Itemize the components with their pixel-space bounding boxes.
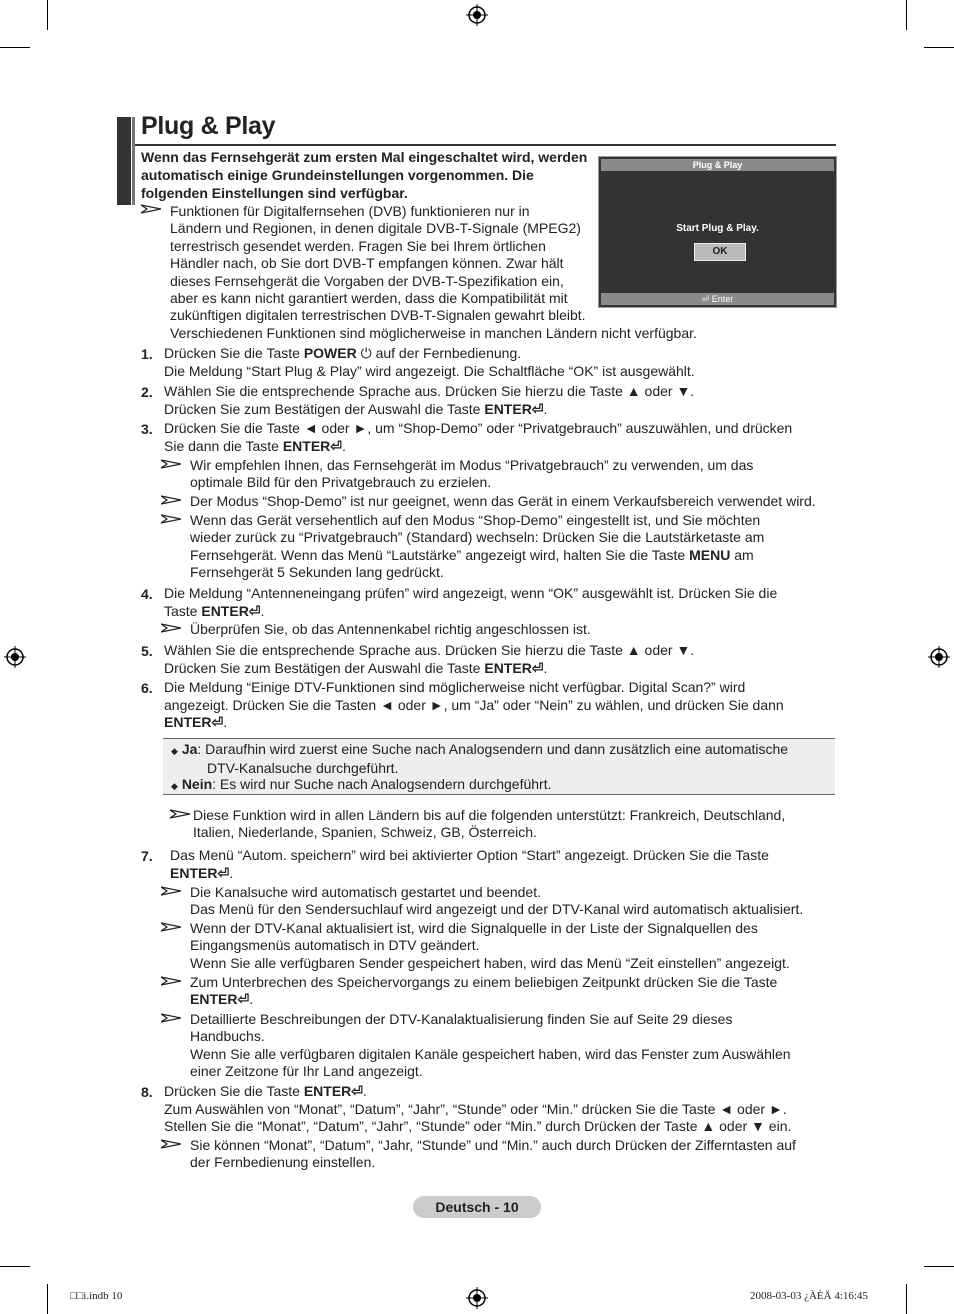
slug-file: □□i.indb 10: [70, 1290, 123, 1302]
step-7: Das Menü “Autom. speichern” wird bei aktivierter Option “Start” angezeigt. Drücken Sie die Taste ENTER⏎.: [170, 847, 769, 881]
step-2: Wählen Sie die entsprechende Sprache aus. Drücken Sie hierzu die Taste ▲ oder ▼. Drücken Sie zum Bestätigen der Auswahl die Taste ENTER⏎.: [164, 383, 695, 417]
step-4-note: Überprüfen Sie, ob das Antennenkabel richtig angeschlossen ist.: [190, 621, 591, 637]
note-arrow-icon: [161, 1013, 181, 1023]
step-7-note-4: Detaillierte Beschreibungen der DTV-Kanalaktualisierung finden Sie auf Seite 29 dieses Handbuchs. Wenn Sie alle verfügbaren digitalen Kanäle gespeichert haben, wird das Fenster zum Auswählen einer Zeitzone für Ihr Land angezeigt.: [190, 1011, 791, 1080]
options-box: [163, 738, 835, 795]
registration-mark-icon: [466, 1287, 488, 1309]
crop-mark: [47, 1284, 48, 1314]
note-arrow-icon: [161, 514, 181, 524]
step-8: Drücken Sie die Taste ENTER⏎. Zum Auswählen von “Monat”, “Datum”, “Jahr”, “Stunde” oder “Min.” drücken Sie die Taste ◄ oder ►. Stellen Sie die “Monat”, “Datum”, “Jahr”, “Stunde” oder “Min.” durch Drücken der Taste ▲ oder ▼ ein.: [164, 1083, 792, 1135]
step-number: 1.: [141, 346, 153, 362]
step-number: 7.: [141, 848, 153, 864]
step-number: 2.: [141, 384, 153, 400]
note-arrow-icon: [161, 623, 181, 633]
page-number-badge: Deutsch - 10: [413, 1196, 541, 1218]
slug-timestamp: 2008-03-03 ¿ÀÈÄ 4:16:45: [750, 1290, 868, 1302]
crop-mark: [0, 47, 30, 48]
crop-mark: [924, 47, 954, 48]
registration-mark-icon: [928, 646, 950, 668]
step-6: Die Meldung “Einige DTV-Funktionen sind möglicherweise nicht verfügbar. Digital Scan?” wird angezeigt. Drücken Sie die Tasten ◄ oder ►, um “Ja” oder “Nein” zu wählen, und drücken Sie dann ENTER⏎.: [164, 679, 784, 731]
step-3: Drücken Sie die Taste ◄ oder ►, um “Shop-Demo” oder “Privatgebrauch” auszuwählen, und drücken Sie dann die Taste ENTER⏎.: [164, 420, 793, 454]
crop-mark: [906, 0, 907, 30]
option-nein: ◆ Nein: Es wird nur Suche nach Analogsendern durchgeführt.: [171, 776, 552, 792]
step-6-note: Diese Funktion wird in allen Ländern bis auf die folgenden unterstützt: Frankreich, Deutschland, Italien, Niederlande, Spanien, Schweiz, GB, Österreich.: [193, 807, 786, 841]
step-7-note-3: Zum Unterbrechen des Speichervorgangs zu einem beliebigen Zeitpunkt drücken Sie die Taste ENTER⏎.: [190, 974, 778, 1008]
crop-mark: [47, 0, 48, 30]
enter-icon: ⏎: [701, 294, 712, 304]
crop-mark: [906, 1284, 907, 1314]
registration-mark-icon: [4, 646, 26, 668]
step-3-note-2: Der Modus “Shop-Demo” ist nur geeignet, wenn das Gerät in einem Verkaufsbereich verwendet wird.: [190, 493, 816, 509]
registration-mark-icon: [466, 4, 488, 26]
osd-title: Plug & Play: [601, 159, 834, 171]
step-1: Drücken Sie die Taste POWER ⏻ auf der Fernbedienung. Die Meldung “Start Plug & Play” wird angezeigt. Die Schaltfläche “OK” ist ausgewählt.: [164, 345, 695, 379]
intro-text: Wenn das Fernsehgerät zum ersten Mal eingeschaltet wird, werden automatisch einige Grundeinstellungen vorgenommen. Die folgenden Einstellungen sind verfügbar.: [141, 149, 588, 201]
osd-ok-button[interactable]: OK: [694, 243, 746, 261]
note-arrow-icon: [161, 495, 181, 505]
intro-note: Funktionen für Digitalfernsehen (DVB) funktionieren nur in Ländern und Regionen, in denen digitale DVB-T-Signale (MPEG2) terrestrisch gesendet werden. Fragen Sie bei Ihrem örtlichen Händler nach, ob Sie dort DVB-T empfangen können. Zwar hält dieses Fernsehgerät die Vorgaben der DVB-T-Spezifikation ein, aber es kann nicht garantiert werden, dass die Kompatibilität mit zukünftigen digitalen terrestrischen DVB-T-Signalen gewahrt bleibt. Verschiedenen Funktionen sind möglicherweise in manchen Ländern nicht verfügbar.: [170, 203, 697, 341]
step-number: 8.: [141, 1084, 153, 1100]
step-5: Wählen Sie die entsprechende Sprache aus. Drücken Sie hierzu die Taste ▲ oder ▼. Drücken Sie zum Bestätigen der Auswahl die Taste ENTER⏎.: [164, 642, 695, 676]
crop-mark: [924, 1266, 954, 1267]
title-accent-bar: [117, 117, 131, 205]
title-accent-bar: [132, 117, 135, 205]
note-arrow-icon: [161, 459, 181, 469]
osd-footer: ⏎ Enter: [601, 293, 834, 305]
step-number: 4.: [141, 586, 153, 602]
osd-screen: [598, 156, 837, 308]
step-number: 3.: [141, 421, 153, 437]
step-7-note-1: Die Kanalsuche wird automatisch gestartet und beendet. Das Menü für den Sendersuchlauf wird angezeigt und der DTV-Kanal wird automatisch aktualisiert.: [190, 884, 804, 918]
note-arrow-icon: [170, 809, 190, 819]
page-title: Plug & Play: [141, 112, 276, 140]
step-4: Die Meldung “Antenneneingang prüfen” wird angezeigt, wenn “OK” ausgewählt ist. Drücken Sie die Taste ENTER⏎.: [164, 585, 778, 619]
diamond-bullet-icon: ◆: [171, 746, 178, 756]
crop-mark: [0, 1266, 30, 1267]
step-3-note-3: Wenn das Gerät versehentlich auf den Modus “Shop-Demo” eingestellt ist, und Sie möchten wieder zurück zu “Privatgebrauch” (Standard) wechseln: Drücken Sie die Lautstärketaste am Fernsehgerät. Wenn das Menü “Lautstärke” angezeigt wird, halten Sie die Taste MENU am Fernsehgerät 5 Sekunden lang gedrückt.: [190, 512, 765, 581]
option-ja: ◆ Ja: Daraufhin wird zuerst eine Suche nach Analogsendern und dann zusätzlich eine automatische DTV-Kanalsuche durchgeführt.: [171, 741, 789, 777]
diamond-bullet-icon: ◆: [171, 781, 178, 791]
note-arrow-icon: [141, 204, 161, 214]
step-3-note-1: Wir empfehlen Ihnen, das Fernsehgerät im Modus “Privatgebrauch” zu verwenden, um das optimale Bild für den Privatgebrauch zu erzielen.: [190, 457, 754, 491]
title-rule: [135, 144, 836, 146]
step-number: 6.: [141, 680, 153, 696]
note-arrow-icon: [161, 976, 181, 986]
note-arrow-icon: [161, 922, 181, 932]
step-8-note: Sie können “Monat”, “Datum”, “Jahr, “Stunde” und “Min.” auch durch Drücken der Zifferntasten auf der Fernbedienung einstellen.: [190, 1137, 796, 1171]
step-7-note-2: Wenn der DTV-Kanal aktualisiert ist, wird die Signalquelle in der Liste der Signalquellen des Eingangsmenüs automatisch in DTV geändert. Wenn Sie alle verfügbaren Sender gespeichert haben, wird das Menü “Zeit einstellen” angezeigt.: [190, 920, 790, 971]
note-arrow-icon: [161, 886, 181, 896]
step-number: 5.: [141, 643, 153, 659]
note-arrow-icon: [161, 1139, 181, 1149]
osd-message: Start Plug & Play.: [676, 223, 759, 234]
